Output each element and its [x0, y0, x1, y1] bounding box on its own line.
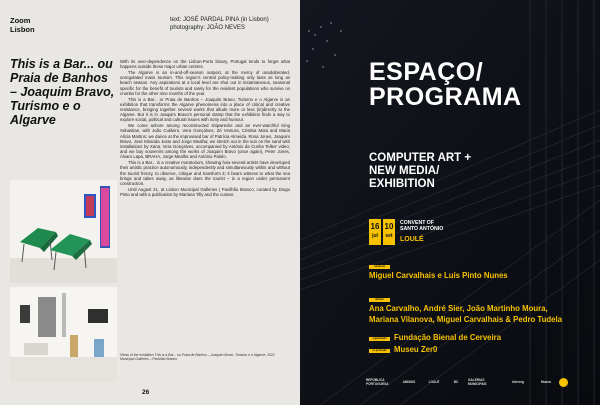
coproduction-name — [394, 345, 600, 356]
role-label-coproduction: co-produção — [369, 349, 390, 353]
organization-line: Fundação Bienal de Cerveira — [394, 333, 502, 342]
exhibition-photo-gallery-view — [10, 287, 117, 382]
venue-line-2: SANTO ANTÓNIO — [400, 226, 444, 233]
logo-interreg: Interreg — [512, 380, 524, 384]
beach-chairs-illustration — [10, 180, 117, 283]
date-end-day: 10 — [384, 222, 394, 231]
section-label — [10, 16, 50, 34]
organization-name — [394, 333, 600, 344]
venue-line-1: CONVENT OF — [400, 220, 435, 226]
page-number: 26 — [142, 389, 150, 396]
artists-names — [369, 304, 595, 325]
photo-caption: Views of the exhibition This is a Bar... ou Praia de Banhos – Joaquim Bravo, Turismo e o Algarve, 2022. Municipal Galleries – Pavilhão Branco — [120, 353, 276, 362]
subtitle-line-2: NEW MEDIA/ — [369, 165, 440, 177]
date-end-month: set — [385, 233, 393, 239]
logo-museu: Museu — [540, 380, 552, 384]
artists-line-2: Mariana Vilanova, Miguel Carvalhais & Pedro Tudela — [369, 314, 562, 324]
title-line-2: PROGRAMA — [369, 83, 522, 111]
gallery-view-illustration — [10, 287, 117, 382]
body-paragraph: This is a Bar... is a creative moratorium, showing how several artists have developed their artistic practice autonomously, independently and simultaneously within and without the tourist frenzy, to observe, critique and transform it; it bears witness to what the sea brings and takes away, as likewise does the tourist – in a region under permanent construction. — [120, 160, 290, 187]
article-body — [120, 59, 290, 287]
body-paragraph: Until August 21, at Lisbon Municipal Galleries | Pavilhão Branco, curated by Diogo Pinto and with a publication by Mariana Tilly and the curator. — [120, 186, 290, 198]
role-label-organization: organização — [369, 337, 390, 341]
logo-bc: BC — [453, 380, 459, 384]
curators-names — [369, 271, 595, 282]
subtitle-line-1: COMPUTER ART + — [369, 152, 472, 164]
curators-line: Miguel Carvalhais e Luís Pinto Nunes — [369, 271, 508, 280]
logo-loule: LOULÉ — [428, 380, 440, 384]
body-paragraph: The Algarve is an in-and-off-season outpost, at the mercy of unadulterated, unregulated mass tourism. This region's central policy-making only lasts as long as beach season. Any aspirations at a local level are shut out in instantaneous, seasonal specific for the benefit of tourists and rarely for the resident populations who survive on crumbs for the other nine months of the year. — [120, 70, 290, 96]
artists-line-1: Ana Carvalho, André Sier, João Martinho Moura, — [369, 304, 548, 313]
photo-credit: photography: JOÃO NEVES — [170, 25, 246, 31]
sponsor-logos — [366, 376, 596, 388]
subtitle-line-3: EXHIBITION — [369, 178, 435, 190]
title-line-1: ESPAÇO/ — [369, 58, 484, 86]
date-start-badge — [369, 219, 381, 245]
body-paragraph: This is a Bar... or Praia de Banhos – Joaquim Bravo, Turismo e o Algarve is an exhibition that transforms the Algarve phenomena into a place of critical and creative resistance, bringing together several works that allude more or less (in)directly to the Algarve. But it is in Joaquim Bravo's personal stamp that the exhibition finds a way to explore social, political and cultural issues with irony and humour. — [120, 96, 290, 123]
right-page-ad — [300, 0, 600, 405]
program-title — [369, 60, 522, 110]
logo-animus: ANIMUS — [402, 380, 416, 384]
role-label-artists: artistas — [369, 298, 390, 302]
exhibition-subtitle — [369, 152, 471, 191]
role-label-curators: curadores — [369, 265, 390, 269]
museu-zer0-badge-icon — [559, 378, 568, 387]
coproduction-line: Museu Zer0 — [394, 345, 438, 354]
date-start-month: jul — [372, 233, 378, 239]
credits — [170, 16, 269, 32]
city: LOULÉ — [400, 236, 424, 243]
body-paragraph: We come ashore among reconstructed shipwrecks and an ever-watchful King Sebastian, with João Cutileiro, Vera Gonçalves, Zé Ventura, Cristina Mota and Maria Alícia Martins; we dance at the improvised bar of Patrícia Almeida, Rosa Jones, Joaquim Bravo, José Miranda Justo and Jorge Mealha; we stretch out in the sun on the sand with installations by Xana, Vera Gonçalves, accompanied by António da Cunha Telles' video; and we buy souvenirs among the works of Joaquim Bravo (once again), Peter Jones, Álvaro Lapa, BRAHA, Jorge Mealha and António Palolo. — [120, 123, 290, 160]
logo-galerias: GALERIAS MUNICIPAIS — [468, 378, 487, 386]
article-headline: This is a Bar... ou Praia de Banhos – Joaquim Bravo, Turismo e o Algarve — [10, 57, 115, 127]
text-credit: text: JOSÉ PARDAL PINA (in Lisbon) — [170, 17, 269, 23]
venue — [400, 220, 443, 232]
body-paragraph: With its over-dependence on the Lisbon-Porto binary, Portugal tends to forget what happens outside these major urban centres. — [120, 59, 290, 70]
logo-republica: REPÚBLICA PORTUGUESA — [366, 378, 389, 386]
section-text: Zoom Lisbon — [10, 16, 35, 34]
date-start-day: 16 — [370, 222, 380, 231]
date-end-badge — [383, 219, 395, 245]
exhibition-photo-beach-chairs — [10, 180, 117, 283]
